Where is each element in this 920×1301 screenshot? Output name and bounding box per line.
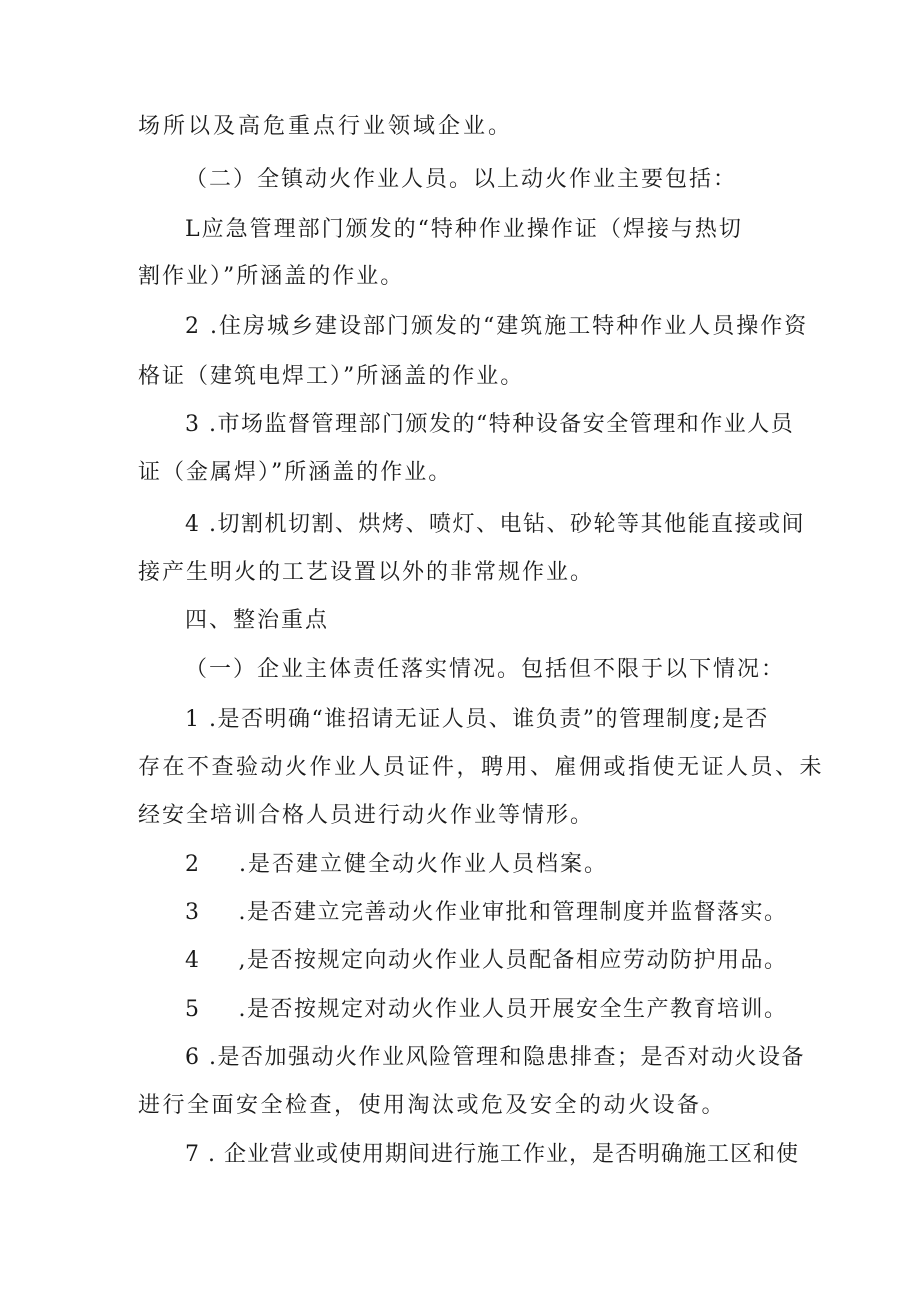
list-item-number: 4 [185,948,201,973]
paragraph-line: 3 .市场监督管理部门颁发的“特种设备安全管理和作业人员 [185,412,795,437]
paragraph-line: 割作业）”所涵盖的作业。 [138,264,405,289]
paragraph-line: 2 .住房城乡建设部门颁发的“建筑施工特种作业人员操作资 [185,314,809,339]
paragraph-line: L应急管理部门颁发的“特种作业操作证（焊接与热切 [185,217,743,242]
list-item-text: .是否建立健全动火作业人员档案。 [239,852,608,877]
section-heading: 四、整治重点 [185,608,330,633]
list-item [185,898,788,928]
list-item [185,946,788,976]
list-item-text: .是否建立完善动火作业审批和管理制度并监督落实。 [238,900,788,925]
paragraph-line: 进行全面安全检查，使用淘汰或危及安全的动火设备。 [138,1093,727,1118]
paragraph-line: 存在不查验动火作业人员证件，聘用、雇佣或指使无证人员、未 [138,755,825,780]
list-item-text: .是否按规定对动火作业人员开展安全生产教育培训。 [238,997,788,1022]
paragraph-line: 接产生明火的工艺设置以外的非常规作业。 [138,560,595,585]
paragraph-line: 1 .是否明确“谁招请无证人员、谁负责”的管理制度;是否 [185,707,769,732]
section-heading-line: （二）全镇动火作业人员。以上动火作业主要包括： [185,167,738,192]
list-item-number: 5 [185,997,201,1022]
paragraph-line: 6 .是否加强动火作业风险管理和隐患排查；是否对动火设备 [185,1045,805,1070]
paragraph-line: 证（金属焊）”所涵盖的作业。 [138,460,453,485]
paragraph-line: 格证（建筑电焊工）”所涵盖的作业。 [138,364,525,389]
list-item-number: 2 [185,852,201,877]
list-item [185,995,788,1025]
paragraph-line: 7 . 企业营业或使用期间进行施工作业，是否明确施工区和使 [185,1142,799,1167]
list-item-number: 3 [185,900,201,925]
subsection-heading-line: （一）企业主体责任落实情况。包括但不限于以下情况： [185,657,786,682]
paragraph-line: 场所以及高危重点行业领域企业。 [138,114,514,139]
list-item-text: ,是否按规定向动火作业人员配备相应劳动防护用品。 [238,948,788,973]
paragraph-line: 4 .切割机切割、烘烤、喷灯、电钻、砂轮等其他能直接或间 [185,512,805,537]
list-item [185,850,608,880]
paragraph-line: 经安全培训合格人员进行动火作业等情形。 [138,803,595,828]
